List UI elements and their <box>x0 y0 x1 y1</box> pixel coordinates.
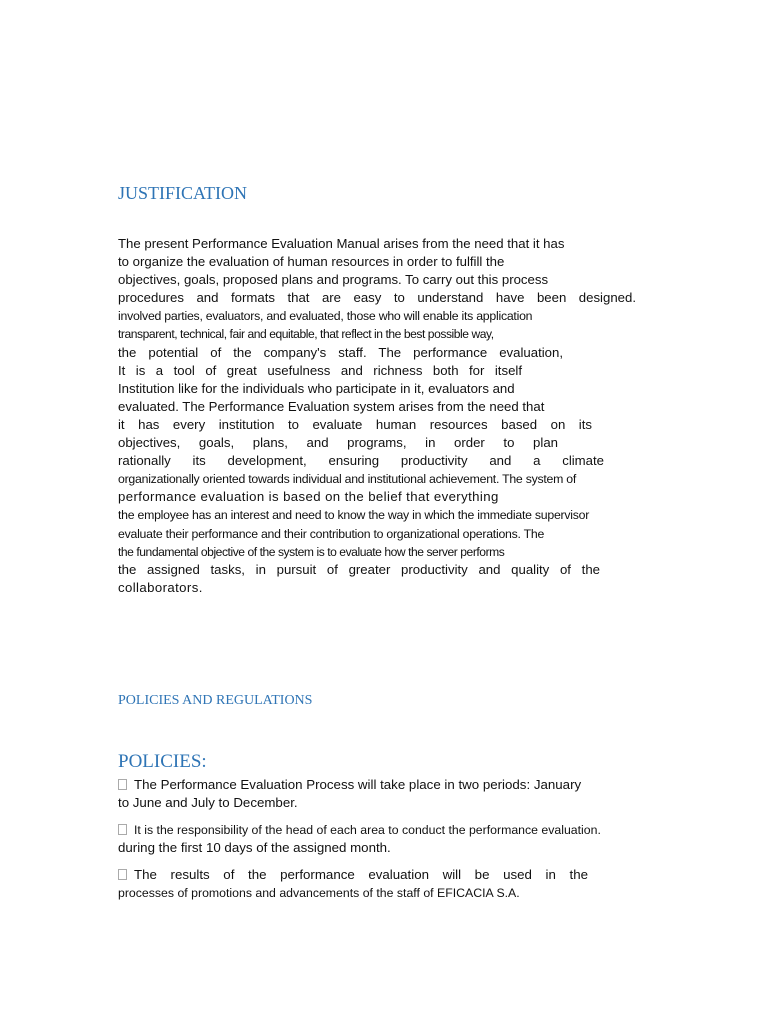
list-item-text: It is the responsibility of the head of each area to conduct the performance evaluation. <box>134 823 601 837</box>
justification-paragraph <box>118 235 648 597</box>
policies-regulations-heading: POLICIES AND REGULATIONS <box>118 693 313 708</box>
paragraph-line: the assigned tasks, in pursuit of greater productivity and quality of the <box>118 561 600 577</box>
list-item-text: during the first 10 days of the assigned month. <box>118 840 391 855</box>
bullet-box-icon <box>118 824 127 835</box>
list-item-text: The results of the performance evaluation will be used in the <box>134 867 588 882</box>
list-item-text: The Performance Evaluation Process will take place in two periods: January <box>134 777 582 792</box>
paragraph-line: procedures and formats that are easy to understand have been designed. <box>118 290 636 306</box>
list-item-text: processes of promotions and advancements of the staff of EFICACIA S.A. <box>118 886 520 900</box>
list-item <box>118 821 648 857</box>
paragraph-line: rationally its development, ensuring productivity and a climate <box>118 453 604 469</box>
paragraph-line: collaborators. <box>118 579 203 595</box>
paragraph-line: performance evaluation is based on the belief that everything <box>118 489 499 505</box>
list-item <box>118 776 648 812</box>
paragraph-line: it has every institution to evaluate human resources based on its <box>118 416 592 432</box>
list-item <box>118 866 648 902</box>
paragraph-line: the employee has an interest and need to know the way in which the immediate supervisor <box>118 508 590 523</box>
bullet-box-icon <box>118 869 127 880</box>
paragraph-line: objectives, goals, plans, and programs, in order to plan <box>118 435 558 451</box>
paragraph-line: The present Performance Evaluation Manual arises from the need that it has <box>118 236 565 251</box>
paragraph-line: the fundamental objective of the system is to evaluate how the server performs <box>118 544 505 559</box>
paragraph-line: the potential of the company's staff. The performance evaluation, <box>118 344 563 360</box>
policies-list <box>118 776 648 902</box>
policies-heading: POLICIES: <box>118 751 207 772</box>
paragraph-line: evaluate their performance and their contribution to organizational operations. The <box>118 526 545 541</box>
paragraph-line: organizationally oriented towards individual and institutional achievement. The system of <box>118 472 577 487</box>
paragraph-line: Institution like for the individuals who participate in it, evaluators and <box>118 380 515 396</box>
paragraph-line: involved parties, evaluators, and evaluated, those who will enable its application <box>118 309 533 324</box>
paragraph-line: objectives, goals, proposed plans and programs. To carry out this process <box>118 272 549 288</box>
paragraph-line: transparent, technical, fair and equitable, that reflect in the best possible way, <box>118 327 494 342</box>
paragraph-line: evaluated. The Performance Evaluation system arises from the need that <box>118 398 545 414</box>
paragraph-line: It is a tool of great usefulness and richness both for itself <box>118 362 522 378</box>
list-item-text: to June and July to December. <box>118 795 298 810</box>
paragraph-line: to organize the evaluation of human resources in order to fulfill the <box>118 254 505 270</box>
bullet-box-icon <box>118 779 127 790</box>
justification-heading: JUSTIFICATION <box>118 183 248 203</box>
